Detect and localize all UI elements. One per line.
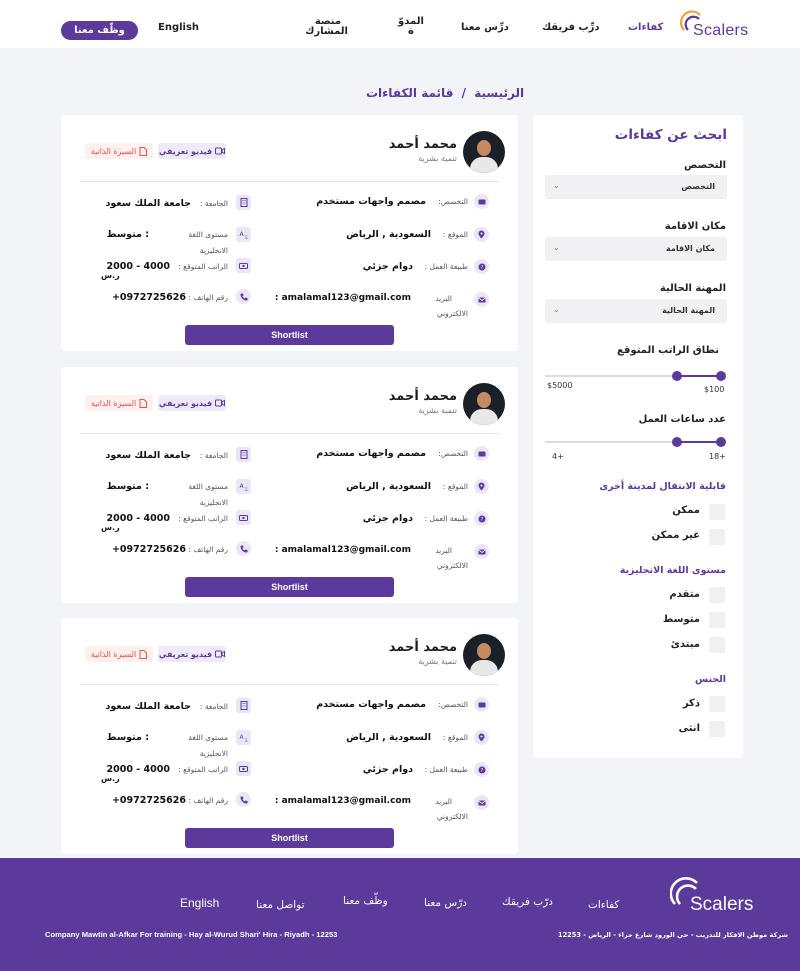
email-label-line1: البريد: [435, 546, 452, 555]
salary-slider-handle-max[interactable]: [716, 371, 726, 381]
english-level-value: : متوسط: [106, 732, 149, 743]
email-label-line2: الالكتروني: [436, 309, 468, 318]
hire-with-us-button[interactable]: وظّف معنا: [61, 21, 138, 40]
work-type-label: طبيعة العمل :: [424, 514, 468, 523]
cv-label: السيرة الذاتية: [90, 146, 137, 156]
location-value: السعودية , الرياض: [346, 229, 431, 240]
location-label: الموقع :: [442, 482, 468, 491]
specialty-label: التخصص:: [438, 449, 468, 458]
specialty-select[interactable]: [545, 175, 727, 199]
building-icon: [236, 698, 251, 713]
university-label: الجامعة :: [199, 199, 228, 208]
cv-label: السيرة الذاتية: [90, 649, 137, 659]
phone-icon: [236, 289, 251, 304]
candidate-name: محمد أحمد: [388, 640, 457, 655]
specialty-label: التخصص:: [438, 700, 468, 709]
card-divider: [80, 684, 499, 685]
salary-currency: ر.س: [101, 271, 120, 280]
english-label-line2: الانجليزية: [199, 749, 228, 758]
phone-label: رقم الهاتف :: [188, 796, 228, 805]
candidate-name: محمد أحمد: [388, 137, 457, 152]
specialty-value: مصمم واجهات مستخدم: [316, 699, 426, 710]
breadcrumb: [366, 86, 524, 100]
footer-address-en: Company Mawtin al-Afkar For training - Hay al-Wurud Shari' Hira - Riyadh - 12253: [45, 930, 338, 939]
filters-title: ابحث عن كفاءات: [614, 127, 727, 143]
intro-video-button[interactable]: [158, 395, 226, 411]
intro-video-button[interactable]: [158, 646, 226, 662]
video-camera-icon: [215, 147, 225, 155]
breadcrumb-current: قائمة الكفاءات: [366, 86, 454, 100]
footer-link-hire[interactable]: وظّف معنا: [343, 895, 388, 907]
occupation-select-value: المهنة الحالية: [662, 306, 715, 315]
english-intermediate-checkbox[interactable]: [709, 612, 725, 628]
svg-text:A: A: [239, 231, 244, 238]
chevron-down-icon: ⌄: [553, 243, 560, 252]
location-pin-icon: [474, 730, 489, 745]
video-camera-icon: [215, 650, 225, 658]
shortlist-button[interactable]: Shortlist: [185, 828, 394, 848]
english-label-line1: مستوى اللغة: [188, 230, 228, 239]
specialty-icon: [474, 194, 489, 209]
nav-blog[interactable]: [394, 17, 428, 37]
candidate-role: تنمية بشرية: [418, 657, 457, 666]
email-value[interactable]: amalamal123@gmail.com :: [274, 545, 411, 555]
nav-label: المشارك: [305, 26, 348, 37]
university-value: جامعة الملك سعود: [105, 701, 191, 712]
shortlist-button[interactable]: Shortlist: [185, 577, 394, 597]
residence-select-value: مكان الاقامة: [666, 244, 715, 253]
specialty-select-value: التخصص: [681, 182, 715, 191]
phone-icon: [236, 541, 251, 556]
email-label-line2: الالكتروني: [436, 812, 468, 821]
specialty-icon: [474, 697, 489, 712]
phone-value[interactable]: +0972725626: [111, 544, 186, 555]
residence-filter-label: مكان الاقامة: [664, 221, 726, 232]
svg-text:?: ?: [480, 767, 483, 774]
nav-label: ة: [408, 26, 414, 37]
relocation-not-possible-label: غير ممكن: [651, 530, 700, 541]
cv-label: السيرة الذاتية: [90, 398, 137, 408]
email-value[interactable]: amalamal123@gmail.com :: [274, 796, 411, 806]
translate-icon: [236, 227, 251, 242]
nav-train-your-team[interactable]: درِّب فريقك: [542, 22, 600, 33]
work-type-value: دوام جزئي: [362, 764, 413, 775]
residence-select[interactable]: [545, 237, 727, 261]
english-level-value: : متوسط: [106, 229, 149, 240]
pdf-file-icon: [139, 650, 147, 659]
email-icon: [474, 544, 489, 559]
email-icon: [474, 292, 489, 307]
specialty-value: مصمم واجهات مستخدم: [316, 196, 426, 207]
cv-button[interactable]: [85, 646, 153, 662]
email-label: [435, 294, 468, 319]
svg-text:文: 文: [244, 234, 248, 239]
logo-text: Scalers: [693, 22, 749, 39]
salary-min-tick: $100: [704, 385, 725, 394]
english-level-label: [188, 733, 228, 759]
avatar: [463, 634, 505, 676]
nav-label: المدوّ: [398, 16, 424, 27]
email-label: [435, 797, 468, 822]
nav-participant-platform[interactable]: [305, 16, 348, 37]
relocation-possible-label: ممكن: [672, 505, 700, 516]
intro-video-label: فيديو تعريفي: [158, 146, 213, 156]
avatar: [463, 383, 505, 425]
work-type-value: دوام جزئي: [362, 513, 413, 524]
specialty-label: التخصص:: [438, 197, 468, 206]
avatar: [463, 131, 505, 173]
specialty-value: مصمم واجهات مستخدم: [316, 448, 426, 459]
english-label-line2: الانجليزية: [199, 246, 228, 255]
salary-label: الراتب المتوقع :: [178, 514, 228, 523]
hours-min-tick: 18+: [709, 452, 726, 461]
work-hours-label: عدد ساعات العمل: [638, 414, 726, 425]
hours-slider-handle-min[interactable]: [672, 437, 682, 447]
footer-link-english[interactable]: English: [180, 896, 220, 910]
location-label: الموقع :: [442, 733, 468, 742]
specialty-filter-label: التخصص: [684, 160, 726, 171]
building-icon: [236, 195, 251, 210]
nav-talents[interactable]: كفاءات: [628, 22, 664, 33]
gender-female-label: انثى: [678, 723, 700, 734]
specialty-icon: [474, 446, 489, 461]
building-icon: [236, 447, 251, 462]
svg-text:文: 文: [244, 486, 248, 491]
scalers-logo[interactable]: [680, 10, 750, 42]
university-value: جامعة الملك سعود: [105, 198, 191, 209]
work-hours-slider[interactable]: [545, 441, 721, 443]
chevron-down-icon: ⌄: [553, 305, 560, 314]
email-label: [435, 546, 468, 571]
phone-icon: [236, 792, 251, 807]
english-advanced-label: متقدم: [669, 589, 700, 600]
salary-label: الراتب المتوقع :: [178, 765, 228, 774]
english-level-filter-label: مستوى اللغة الانجليزية: [619, 565, 726, 576]
work-type-icon: [474, 511, 489, 526]
english-level-label: [188, 230, 228, 256]
pdf-file-icon: [139, 399, 147, 408]
salary-value: 2000 - 4000: [106, 261, 170, 272]
phone-value[interactable]: +0972725626: [111, 795, 186, 806]
work-type-label: طبيعة العمل :: [424, 765, 468, 774]
candidate-card: [61, 367, 518, 603]
footer-logo-text: Scalers: [690, 894, 754, 915]
svg-text:?: ?: [480, 264, 483, 271]
english-level-label: [188, 482, 228, 508]
candidate-card: [61, 115, 518, 351]
phone-value[interactable]: +0972725626: [111, 292, 186, 303]
footer: [0, 858, 800, 971]
footer-logo[interactable]: [670, 876, 760, 916]
work-type-label: طبيعة العمل :: [424, 262, 468, 271]
university-label: الجامعة :: [199, 702, 228, 711]
hours-slider-handle-max[interactable]: [716, 437, 726, 447]
footer-link-talents[interactable]: كفاءات: [588, 899, 620, 911]
relocation-possible-checkbox[interactable]: [709, 504, 725, 520]
english-label-line1: مستوى اللغة: [188, 482, 228, 491]
salary-slider-handle-min[interactable]: [672, 371, 682, 381]
work-type-icon: [474, 762, 489, 777]
location-pin-icon: [474, 227, 489, 242]
shortlist-button[interactable]: Shortlist: [185, 325, 394, 345]
intro-video-button[interactable]: [158, 143, 226, 159]
email-label-line1: البريد: [435, 797, 452, 806]
footer-link-contact[interactable]: تواصل معنا: [256, 899, 305, 911]
gender-female-checkbox[interactable]: [709, 721, 725, 737]
english-label-line1: مستوى اللغة: [188, 733, 228, 742]
email-label-line1: البريد: [435, 294, 452, 303]
footer-link-train-team[interactable]: درّب فريقك: [502, 896, 553, 908]
relocation-not-possible-checkbox[interactable]: [709, 529, 725, 545]
university-value: جامعة الملك سعود: [105, 450, 191, 461]
svg-text:文: 文: [244, 737, 248, 742]
english-label-line2: الانجليزية: [199, 498, 228, 507]
email-icon: [474, 795, 489, 810]
salary-icon: [236, 761, 251, 776]
salary-icon: [236, 258, 251, 273]
intro-video-label: فيديو تعريفي: [158, 649, 213, 659]
work-hours-fill: [677, 441, 721, 443]
search-filters-panel: [533, 115, 743, 758]
location-value: السعودية , الرياض: [346, 481, 431, 492]
salary-value: 2000 - 4000: [106, 513, 170, 524]
salary-currency: ر.س: [101, 774, 120, 783]
location-label: الموقع :: [442, 230, 468, 239]
chevron-down-icon: ⌄: [553, 181, 560, 190]
salary-max-tick: $5000: [547, 381, 573, 390]
svg-text:?: ?: [480, 516, 483, 523]
location-pin-icon: [474, 479, 489, 494]
gender-male-checkbox[interactable]: [709, 696, 725, 712]
occupation-select[interactable]: [545, 299, 727, 323]
salary-currency: ر.س: [101, 523, 120, 532]
salary-value: 2000 - 4000: [106, 764, 170, 775]
intro-video-label: فيديو تعريفي: [158, 398, 213, 408]
english-intermediate-label: متوسط: [662, 614, 700, 625]
candidate-name: محمد أحمد: [388, 389, 457, 404]
cv-button[interactable]: [85, 143, 153, 159]
location-value: السعودية , الرياض: [346, 732, 431, 743]
cv-button[interactable]: [85, 395, 153, 411]
candidate-role: تنمية بشرية: [418, 154, 457, 163]
hours-max-tick: 4+: [552, 452, 564, 461]
translate-icon: [236, 730, 251, 745]
english-beginner-checkbox[interactable]: [709, 637, 725, 653]
candidate-role: تنمية بشرية: [418, 406, 457, 415]
pdf-file-icon: [139, 147, 147, 156]
footer-address-ar: شركة موطن الافكار للتدريب - حي الورود شارع حراء - الرياض - 12253: [558, 931, 788, 939]
phone-label: رقم الهاتف :: [188, 293, 228, 302]
gender-label: الجنس: [695, 674, 726, 685]
nav-label: منصة: [314, 16, 342, 27]
salary-range-fill: [677, 375, 721, 377]
translate-icon: [236, 479, 251, 494]
salary-range-slider[interactable]: [545, 375, 721, 377]
phone-label: رقم الهاتف :: [188, 545, 228, 554]
breadcrumb-home[interactable]: الرئيسية: [474, 86, 525, 100]
footer-link-teach[interactable]: درّس معنا: [424, 897, 467, 909]
candidate-card: [61, 618, 518, 854]
card-divider: [80, 181, 499, 182]
work-type-value: دوام جزئي: [362, 261, 413, 272]
relocation-label: قابلية الانتقال لمدينة أخرى: [599, 481, 726, 492]
salary-range-label: نطاق الراتب المتوقع: [617, 345, 719, 356]
card-divider: [80, 433, 499, 434]
salary-icon: [236, 510, 251, 525]
english-advanced-checkbox[interactable]: [709, 587, 725, 603]
language-switch[interactable]: English: [158, 22, 200, 33]
breadcrumb-separator: /: [461, 86, 466, 100]
work-type-icon: [474, 259, 489, 274]
nav-teach-with-us[interactable]: درِّس معنا: [461, 22, 509, 33]
svg-text:A: A: [239, 483, 244, 490]
occupation-filter-label: المهنة الحالية: [659, 283, 726, 294]
video-camera-icon: [215, 399, 225, 407]
top-navbar: [0, 0, 800, 48]
salary-label: الراتب المتوقع :: [178, 262, 228, 271]
gender-male-label: ذكر: [682, 698, 700, 709]
university-label: الجامعة :: [199, 451, 228, 460]
english-level-value: : متوسط: [106, 481, 149, 492]
english-beginner-label: مبتدئ: [670, 639, 700, 650]
email-label-line2: الالكتروني: [436, 561, 468, 570]
email-value[interactable]: amalamal123@gmail.com :: [274, 293, 411, 303]
svg-text:A: A: [239, 734, 244, 741]
